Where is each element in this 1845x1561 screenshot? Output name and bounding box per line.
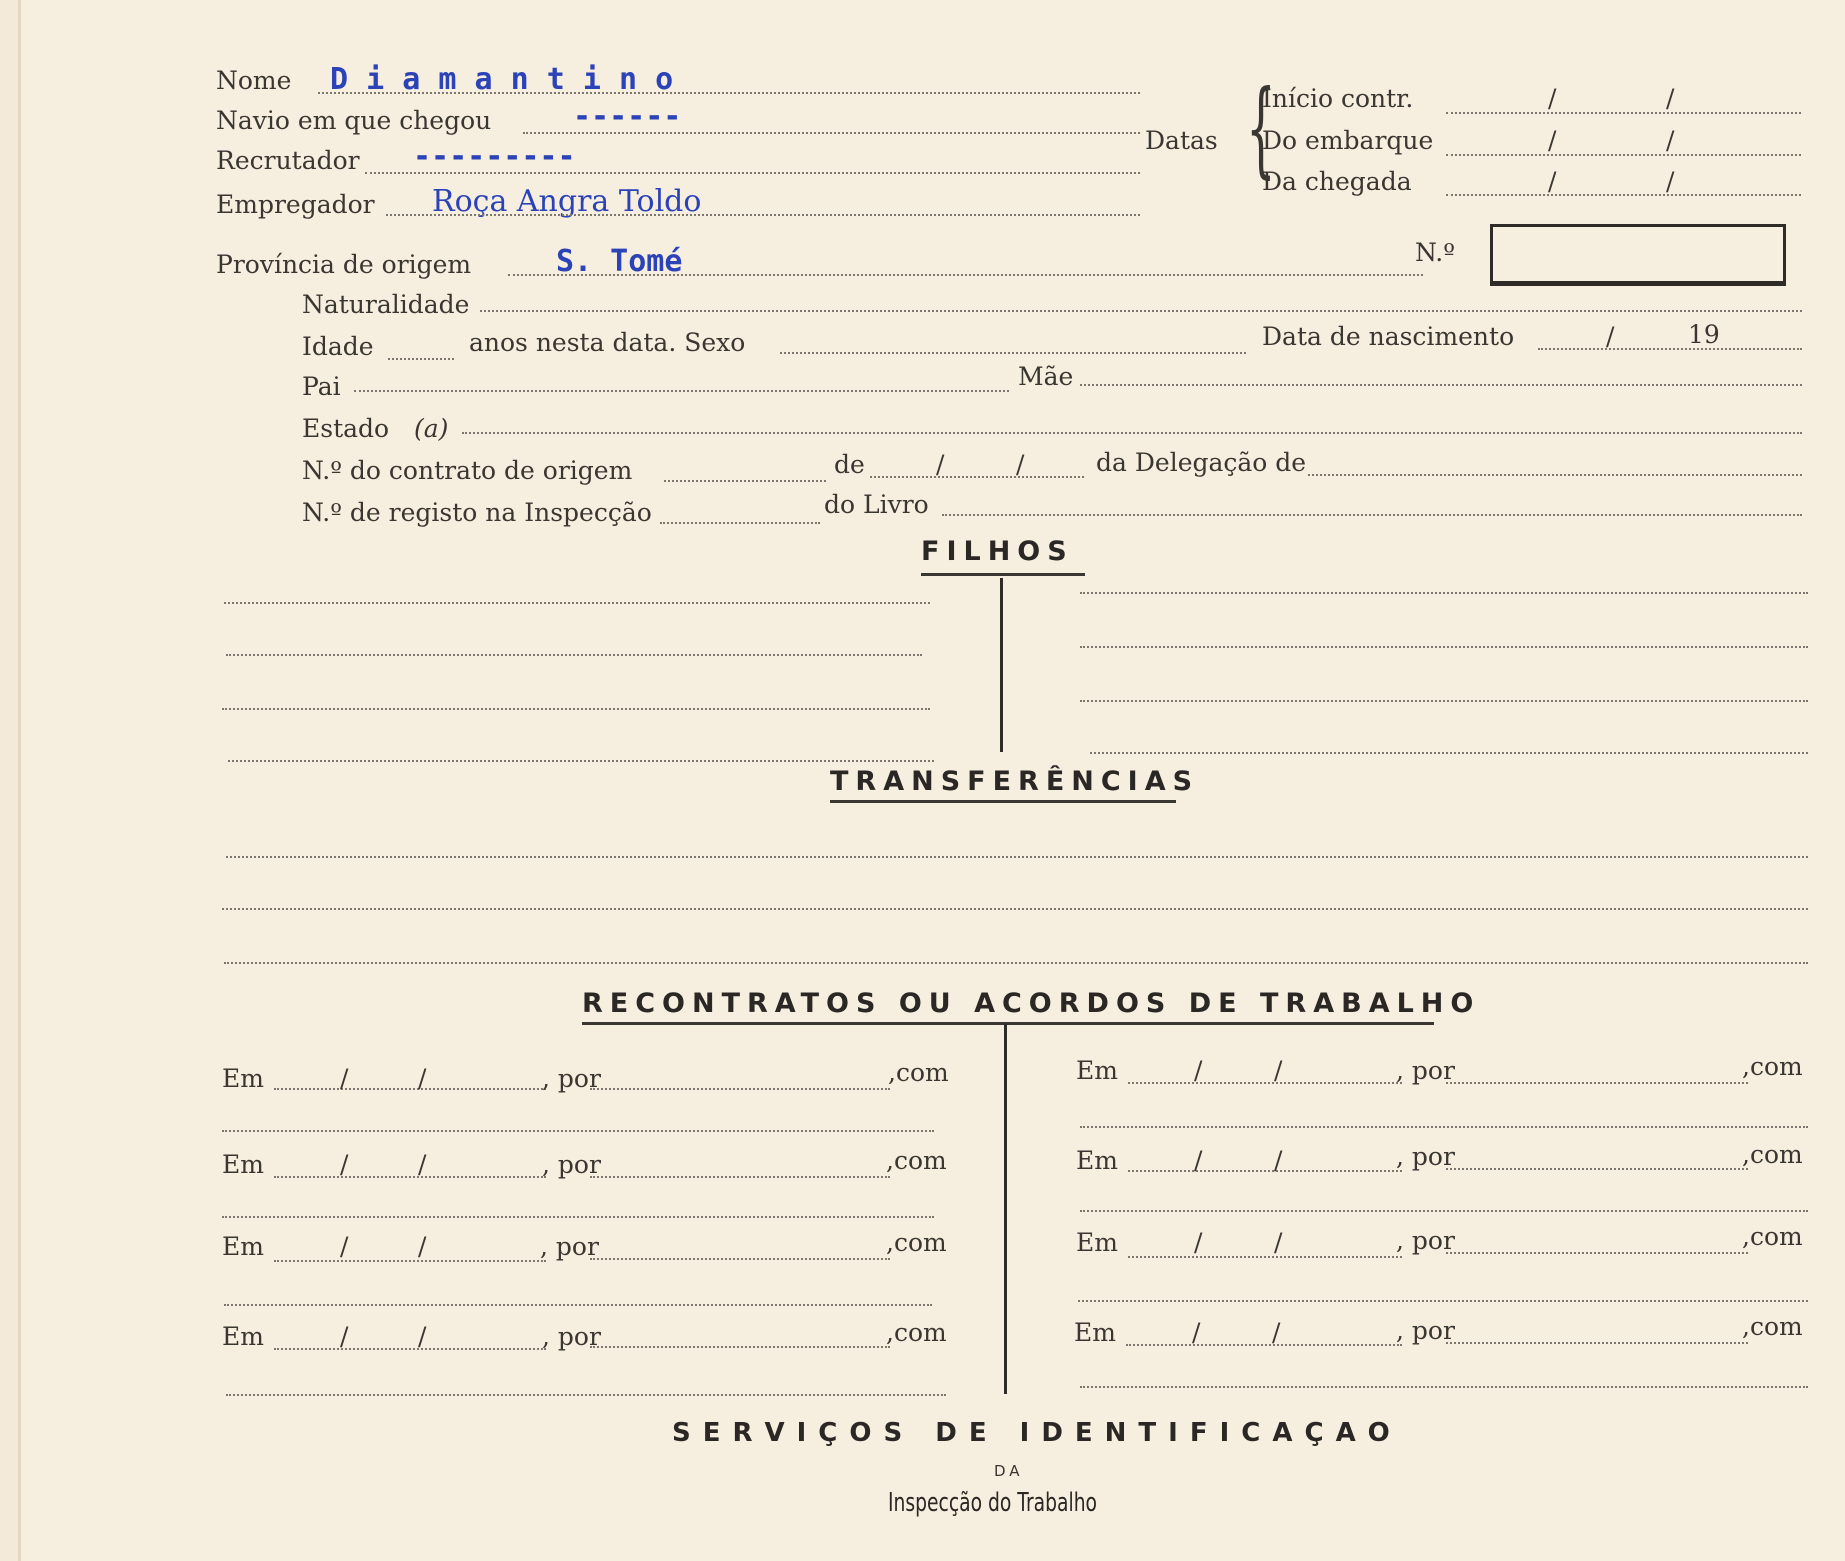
rec-left-2-por: , por — [542, 1150, 601, 1179]
rec-left-1-com: ,com — [888, 1058, 949, 1087]
filhos-heading: FILHOS — [921, 536, 1074, 567]
rec-right-1-em: Em — [1076, 1056, 1118, 1085]
navio-line — [523, 132, 1140, 134]
contrato-date-line — [870, 476, 1084, 478]
rec-left-2-line — [590, 1176, 890, 1178]
rec-left-1-line — [590, 1088, 890, 1090]
filho-line-7 — [1080, 700, 1808, 702]
rec-left-2-slash-1: / — [340, 1150, 349, 1179]
rec-right-1-com: ,com — [1742, 1052, 1803, 1081]
footer-servicos: SERVIÇOS DE IDENTIFICAÇAO — [672, 1418, 1402, 1448]
rec-right-1-slash-1: / — [1194, 1056, 1203, 1085]
provincia-value[interactable]: S. Tomé — [556, 244, 683, 279]
recontratos-underline — [582, 1022, 1434, 1025]
rec-left-1-em: Em — [222, 1064, 264, 1093]
footer-inspeccao: Inspecção do Trabalho — [888, 1488, 1098, 1518]
rec-right-1-slash-2: / — [1274, 1056, 1283, 1085]
recontratos-heading: RECONTRATOS OU ACORDOS DE TRABALHO — [582, 988, 1481, 1019]
registration-card — [18, 0, 1845, 1561]
rec-left-3-em: Em — [222, 1232, 264, 1261]
contrato-slash-2: / — [1016, 450, 1025, 479]
rec-left-4-em: Em — [222, 1322, 264, 1351]
contrato-line — [664, 480, 826, 482]
rec-left-2-em: Em — [222, 1150, 264, 1179]
rec-right-3-slash-1: / — [1194, 1228, 1203, 1257]
nascimento-year: 19 — [1688, 320, 1720, 349]
filho-line-2 — [226, 654, 922, 656]
filho-line-1 — [224, 602, 930, 604]
rec-right-1-second-line — [1080, 1126, 1808, 1128]
rec-right-4-slash-1: / — [1192, 1318, 1201, 1347]
rec-right-2-line — [1446, 1168, 1748, 1170]
rec-right-3-em: Em — [1076, 1228, 1118, 1257]
pai-line — [354, 390, 1009, 392]
inicio-slash-2: / — [1666, 84, 1675, 113]
rec-right-2-second-line — [1080, 1210, 1808, 1212]
anos-sexo-label: anos nesta data. Sexo — [469, 328, 746, 357]
filho-line-6 — [1080, 646, 1808, 648]
idade-label: Idade — [302, 332, 374, 361]
pai-label: Pai — [302, 372, 341, 401]
recrutador-label: Recrutador — [216, 146, 360, 175]
rec-left-3-line — [590, 1258, 890, 1260]
rec-left-3-com: ,com — [886, 1228, 947, 1257]
filho-line-8 — [1090, 752, 1808, 754]
provincia-line — [508, 274, 1423, 276]
estado-note: (a) — [414, 414, 449, 443]
registo-label: N.º de registo na Inspecção — [302, 498, 652, 527]
rec-right-3-com: ,com — [1742, 1222, 1803, 1251]
rec-right-1-line — [1446, 1082, 1748, 1084]
rec-right-2-com: ,com — [1742, 1140, 1803, 1169]
rec-left-2-second-line — [222, 1216, 934, 1218]
rec-left-4-date-line — [274, 1348, 546, 1350]
rec-right-2-por: , por — [1396, 1142, 1455, 1171]
filho-line-3 — [222, 708, 930, 710]
rec-left-3-slash-1: / — [340, 1232, 349, 1261]
livro-label: do Livro — [824, 490, 929, 519]
empregador-line — [386, 214, 1140, 216]
filho-line-5 — [1080, 592, 1808, 594]
datas-brace: { — [1246, 67, 1276, 189]
mae-line — [1080, 384, 1802, 386]
nome-label: Nome — [216, 66, 292, 95]
rec-left-4-second-line — [226, 1394, 946, 1396]
rec-left-2-date-line — [274, 1176, 546, 1178]
nascimento-line — [1538, 348, 1802, 350]
transfer-line-3 — [224, 962, 1808, 964]
rec-left-2-com: ,com — [886, 1146, 947, 1175]
numero-label: N.º — [1415, 238, 1455, 267]
rec-right-4-por: , por — [1396, 1316, 1455, 1345]
rec-left-3-date-line — [274, 1260, 546, 1262]
rec-right-3-slash-2: / — [1274, 1228, 1283, 1257]
rec-left-1-date-line — [274, 1088, 546, 1090]
rec-left-3-slash-2: / — [418, 1232, 427, 1261]
rec-right-1-date-line — [1128, 1082, 1402, 1084]
rec-right-3-date-line — [1128, 1256, 1402, 1258]
inicio-slash-1: / — [1548, 84, 1557, 113]
datas-inicio-label: Início contr. — [1262, 84, 1414, 113]
rec-left-3-por: , por — [540, 1232, 599, 1261]
naturalidade-line — [480, 310, 1802, 312]
rec-right-4-slash-2: / — [1272, 1318, 1281, 1347]
embarque-slash-1: / — [1548, 126, 1557, 155]
provincia-label: Província de origem — [216, 250, 472, 279]
chegada-line — [1446, 194, 1801, 196]
registo-line — [660, 522, 820, 524]
nascimento-label: Data de nascimento — [1262, 322, 1515, 351]
rec-left-1-second-line — [222, 1130, 934, 1132]
rec-left-4-slash-1: / — [340, 1322, 349, 1351]
navio-label: Navio em que chegou — [216, 106, 492, 135]
filho-line-4 — [228, 760, 934, 762]
rec-right-4-line — [1446, 1342, 1748, 1344]
nome-value[interactable]: D i a m a n t i n o — [330, 62, 674, 97]
sexo-line — [780, 352, 1246, 354]
recrutador-value[interactable]: --------- — [413, 139, 576, 174]
datas-embarque-label: Do embarque — [1262, 126, 1434, 155]
livro-line — [942, 514, 1802, 516]
rec-left-1-slash-2: / — [418, 1064, 427, 1093]
rec-right-3-por: , por — [1396, 1226, 1455, 1255]
mae-label: Mãe — [1018, 362, 1074, 391]
contrato-label: N.º do contrato de origem — [302, 456, 633, 485]
rec-right-2-em: Em — [1076, 1146, 1118, 1175]
rec-left-4-com: ,com — [886, 1318, 947, 1347]
datas-chegada-label: Da chegada — [1262, 167, 1412, 196]
rec-left-4-line — [590, 1346, 890, 1348]
rec-right-3-second-line — [1078, 1300, 1808, 1302]
estado-label: Estado — [302, 414, 390, 443]
empregador-label: Empregador — [216, 190, 375, 219]
datas-label: Datas — [1145, 126, 1218, 155]
rec-right-2-slash-1: / — [1194, 1146, 1203, 1175]
delegacao-label: da Delegação de — [1096, 448, 1307, 477]
embarque-line — [1446, 154, 1801, 156]
rec-left-4-slash-2: / — [418, 1322, 427, 1351]
recontratos-divider — [1004, 1024, 1007, 1394]
rec-left-1-slash-1: / — [340, 1064, 349, 1093]
transfer-line-1 — [226, 856, 1808, 858]
filhos-underline — [921, 573, 1085, 576]
rec-left-4-por: , por — [542, 1322, 601, 1351]
nome-line — [318, 92, 1140, 94]
rec-right-4-second-line — [1080, 1386, 1808, 1388]
rec-left-2-slash-2: / — [418, 1150, 427, 1179]
rec-left-3-second-line — [224, 1304, 932, 1306]
contrato-slash-1: / — [936, 450, 945, 479]
transfer-line-2 — [222, 908, 1808, 910]
chegada-slash-2: / — [1666, 167, 1675, 196]
rec-right-4-date-line — [1126, 1344, 1402, 1346]
contrato-de-label: de — [834, 450, 865, 479]
navio-value[interactable]: ------ — [573, 99, 682, 134]
rec-right-4-com: ,com — [1742, 1312, 1803, 1341]
chegada-slash-1: / — [1548, 167, 1557, 196]
rec-right-2-slash-2: / — [1274, 1146, 1283, 1175]
rec-left-1-por: , por — [542, 1064, 601, 1093]
inicio-line — [1446, 112, 1801, 114]
nascimento-slash: / — [1606, 322, 1615, 351]
naturalidade-label: Naturalidade — [302, 290, 470, 319]
filhos-divider — [1000, 578, 1003, 752]
numero-box[interactable] — [1490, 224, 1786, 286]
rec-right-3-line — [1446, 1252, 1748, 1254]
rec-right-1-por: , por — [1396, 1056, 1455, 1085]
rec-right-2-date-line — [1128, 1170, 1402, 1172]
recrutador-line — [365, 172, 1140, 174]
estado-line — [462, 432, 1802, 434]
transferencias-underline — [830, 800, 1176, 803]
rec-right-4-em: Em — [1074, 1318, 1116, 1347]
delegacao-line — [1308, 474, 1802, 476]
idade-line — [388, 358, 454, 360]
transferencias-heading: TRANSFERÊNCIAS — [830, 766, 1200, 797]
embarque-slash-2: / — [1666, 126, 1675, 155]
footer-da: DA — [994, 1462, 1024, 1480]
empregador-value[interactable]: Roça Angra Toldo — [432, 184, 702, 219]
